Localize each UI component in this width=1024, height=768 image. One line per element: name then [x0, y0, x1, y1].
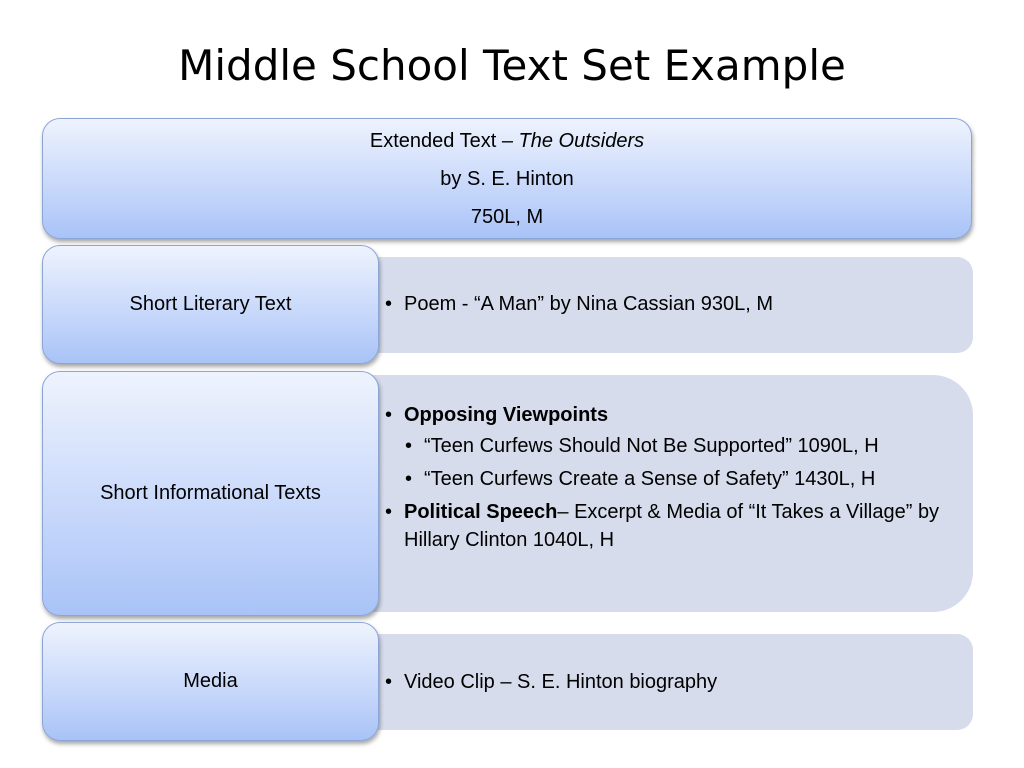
speech-item: [404, 498, 945, 554]
informational-list: [385, 401, 945, 554]
bullet: •: [385, 501, 393, 523]
extended-text-box: [42, 118, 972, 239]
list-item: [405, 432, 945, 460]
literary-item: Poem - “A Man” by Nina Cassian 930L, M: [404, 293, 774, 315]
extended-text-level: 750L, M: [470, 205, 544, 228]
list-item: [385, 401, 945, 429]
literary-label: Short Literary Text: [129, 293, 292, 315]
media-label-box: [42, 622, 379, 741]
literary-list: [385, 290, 955, 318]
literary-label-box: [42, 245, 379, 364]
bullet: •: [385, 293, 393, 315]
speech-text: – Excerpt & Media of “It Takes a Village” by Hillary Clinton 1040L, H: [404, 501, 940, 551]
informational-label: Short Informational Texts: [100, 482, 321, 504]
extended-text-line: [370, 122, 644, 160]
list-item: [385, 290, 955, 318]
opposing-title: Opposing Viewpoints: [404, 404, 609, 426]
informational-label-box: [42, 371, 379, 616]
speech-title: Political Speech: [404, 501, 558, 523]
opposing-item-2: “Teen Curfews Create a Sense of Safety” 1430L, H: [424, 468, 876, 490]
bullet: •: [385, 671, 393, 693]
slide-title: Middle School Text Set Example: [178, 41, 846, 90]
bullet: •: [385, 404, 393, 426]
media-item: Video Clip – S. E. Hinton biography: [404, 671, 718, 693]
media-label: Media: [183, 670, 238, 692]
opposing-item-1: “Teen Curfews Should Not Be Supported” 1090L, H: [424, 435, 879, 457]
extended-text-author: by S. E. Hinton: [440, 167, 574, 190]
bullet: •: [405, 435, 413, 457]
bullet: •: [405, 468, 413, 490]
list-item: [385, 668, 955, 696]
extended-text-book: The Outsiders: [518, 129, 645, 152]
media-list: [385, 668, 955, 696]
list-item: [385, 498, 945, 554]
extended-text-label: Extended Text –: [369, 129, 519, 152]
list-item: [405, 465, 945, 493]
